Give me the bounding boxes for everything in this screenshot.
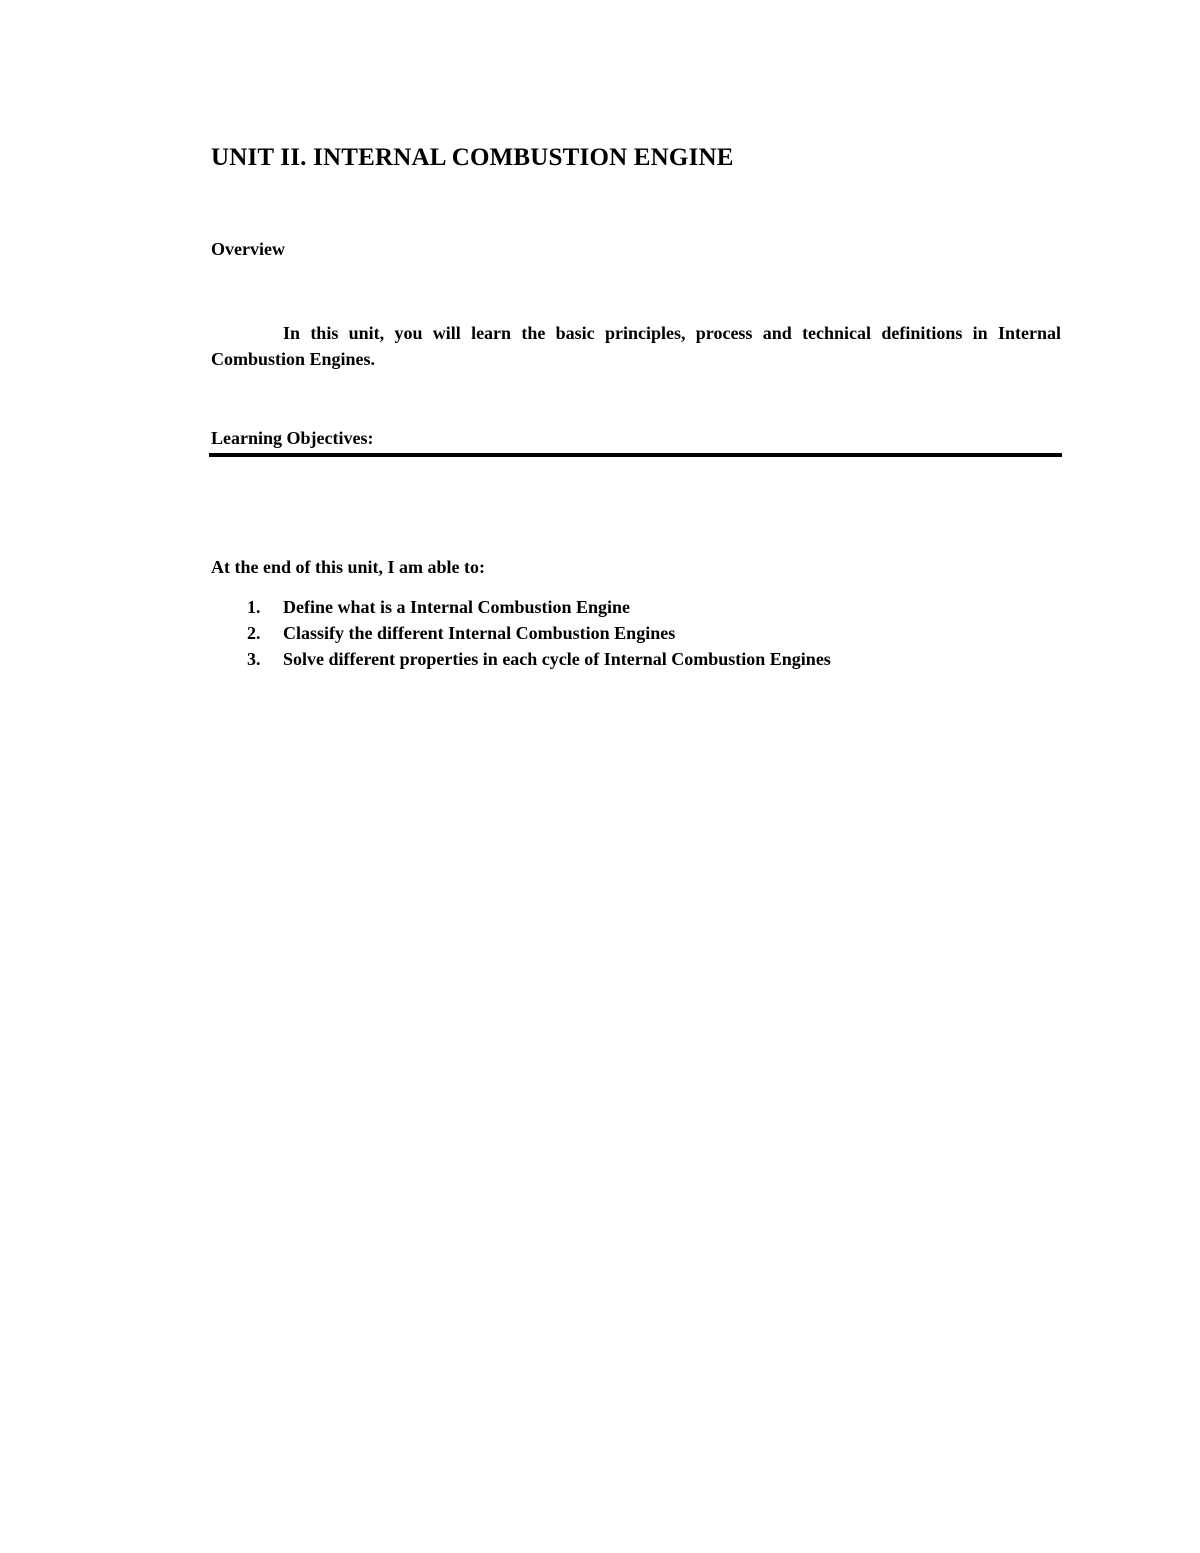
overview-heading: Overview (211, 239, 285, 259)
unit-title: UNIT II. INTERNAL COMBUSTION ENGINE (211, 144, 734, 171)
objective-number: 2. (247, 623, 261, 643)
section-divider (209, 453, 1062, 457)
objective-number: 1. (247, 597, 261, 617)
objective-text: Define what is a Internal Combustion Engine (283, 597, 631, 617)
objective-text: Solve different properties in each cycle of Internal Combustion Engines (283, 649, 831, 669)
learning-objectives-heading: Learning Objectives: (211, 428, 374, 448)
objectives-lead-in: At the end of this unit, I am able to: (211, 557, 486, 577)
objective-number: 3. (247, 649, 261, 669)
overview-paragraph: In this unit, you will learn the basic principles, process and technical definitions in Internal Combustion Engines. (211, 323, 1061, 369)
objective-text: Classify the different Internal Combustion Engines (283, 623, 676, 643)
